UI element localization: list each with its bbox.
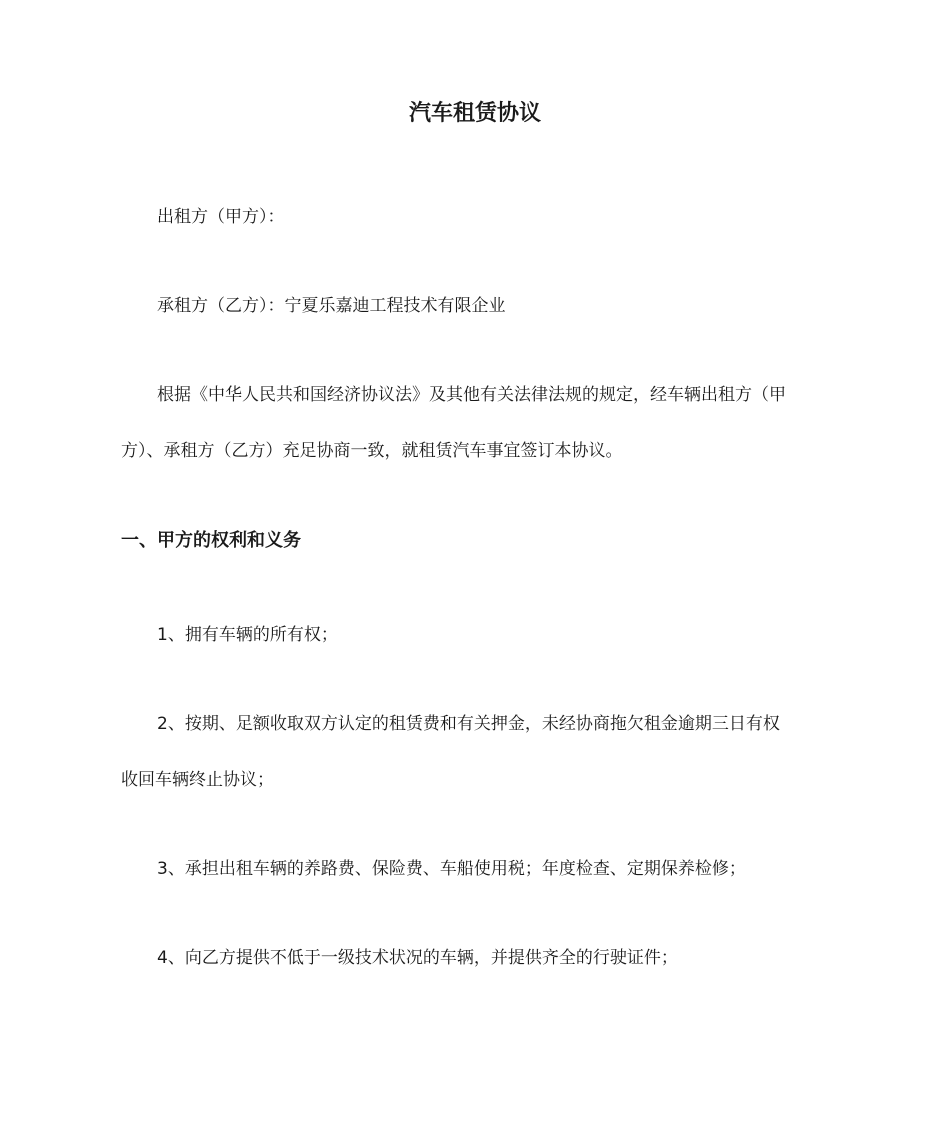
clause-item-2-line-1: 2、按期、足额收取双方认定的租赁费和有关押金，未经协商拖欠租金逾期三日有权 <box>157 714 780 734</box>
clause-item-2-line-2: 收回车辆终止协议； <box>121 770 274 790</box>
clause-item-4: 4、向乙方提供不低于一级技术状况的车辆，并提供齐全的行驶证件； <box>157 948 678 968</box>
intro-paragraph-line-1: 根据《中华人民共和国经济协议法》及其他有关法律法规的规定，经车辆出租方（甲 <box>157 385 786 405</box>
clause-item-3: 3、承担出租车辆的养路费、保险费、车船使用税；年度检查、定期保养检修； <box>157 859 746 879</box>
clause-item-1: 1、拥有车辆的所有权； <box>157 625 338 645</box>
intro-paragraph-line-2: 方）、承租方（乙方）充足协商一致，就租赁汽车事宜签订本协议。 <box>121 441 623 461</box>
lessee-line: 承租方（乙方）：宁夏乐嘉迪工程技术有限企业 <box>157 296 506 316</box>
document-title: 汽车租赁协议 <box>408 101 541 126</box>
section-heading: 一、甲方的权利和义务 <box>121 530 301 551</box>
lessor-line: 出租方（甲方）： <box>157 207 285 227</box>
